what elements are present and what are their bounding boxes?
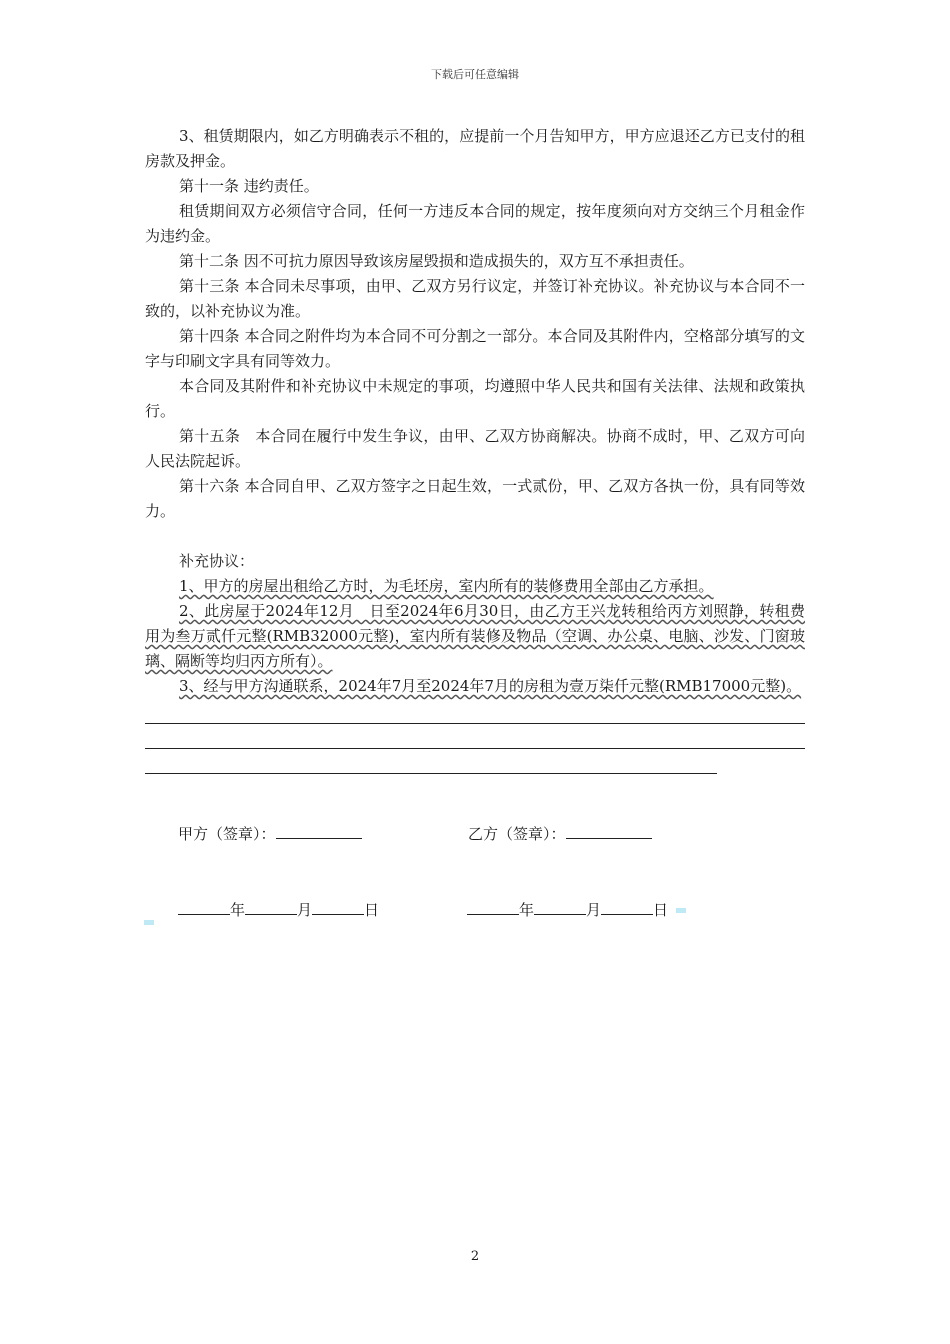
blank-line: [145, 749, 717, 774]
year-label: 年: [230, 901, 246, 919]
page-number: 2: [470, 1249, 480, 1264]
year-blank: [178, 900, 230, 915]
clause-paragraph: 第十二条 因不可抗力原因导致该房屋毁损和造成损失的，双方互不承担责任。: [179, 252, 694, 270]
party-a-date: [178, 899, 379, 920]
day-label: 日: [364, 901, 380, 919]
supplement-item: [145, 674, 805, 699]
party-a-signature-blank: [276, 824, 362, 839]
supplement-title: 补充协议：: [179, 552, 255, 570]
month-label: 月: [586, 901, 602, 919]
supplement-item-text: 1、甲方的房屋出租给乙方时，为毛坯房，室内所有的装修费用全部由乙方承担。: [179, 577, 714, 595]
party-b-date: [467, 899, 668, 920]
party-b-signature: [468, 823, 652, 844]
clause-paragraph: 第十四条 本合同之附件均为本合同不可分割之一部分。本合同及其附件内，空格部分填写的文字与印刷文字具有同等效力。: [145, 327, 805, 370]
supplement-item-text: 2、此房屋于2024年12月 日至2024年6月30日，由乙方王兴龙转租给丙方刘照静，转租费用为叁万贰仟元整(RMB32000元整)，室内所有装修及物品（空调、办公桌、电脑、沙发、门窗玻璃、隔断等均归丙方所有）。: [145, 602, 805, 670]
blank-line: [145, 699, 805, 724]
party-a-label: 甲方（签章）：: [178, 825, 276, 843]
highlight-marker: [676, 908, 686, 913]
clause-paragraph: 本合同及其附件和补充协议中未规定的事项，均遵照中华人民共和国有关法律、法规和政策执行。: [145, 377, 805, 420]
year-blank: [467, 900, 519, 915]
day-blank: [312, 900, 364, 915]
month-blank: [245, 900, 297, 915]
clause-paragraph: 租赁期间双方必须信守合同，任何一方违反本合同的规定，按年度须向对方交纳三个月租金作为违约金。: [145, 202, 805, 245]
highlight-marker: [144, 920, 154, 925]
party-b-signature-blank: [566, 824, 652, 839]
year-label: 年: [519, 901, 535, 919]
clause-paragraph: 第十三条 本合同未尽事项，由甲、乙双方另行议定，并签订补充协议。补充协议与本合同不一致的，以补充协议为准。: [145, 277, 805, 320]
clause-paragraph: 第十五条 本合同在履行中发生争议，由甲、乙双方协商解决。协商不成时，甲、乙双方可向人民法院起诉。: [145, 427, 805, 470]
supplement-item-text: 3、经与甲方沟通联系，2024年7月至2024年7月的房租为壹万柒仟元整(RMB17000元整)。: [179, 677, 802, 695]
month-blank: [534, 900, 586, 915]
day-blank: [601, 900, 653, 915]
clause-paragraph: 第十六条 本合同自甲、乙双方签字之日起生效，一式贰份，甲、乙双方各执一份，具有同等效力。: [145, 477, 805, 520]
supplement-item: [145, 599, 805, 674]
party-b-label: 乙方（签章）：: [468, 825, 566, 843]
month-label: 月: [297, 901, 313, 919]
page-header: 下载后可任意编辑: [431, 68, 519, 81]
supplement-item: [145, 574, 805, 599]
day-label: 日: [653, 901, 669, 919]
party-a-signature: [178, 823, 362, 844]
clause-paragraph: 第十一条 违约责任。: [179, 177, 319, 195]
contract-body: [145, 124, 805, 774]
clause-paragraph: 3、租赁期限内，如乙方明确表示不租的，应提前一个月告知甲方，甲方应退还乙方已支付的租房款及押金。: [145, 127, 805, 170]
blank-line: [145, 724, 805, 749]
